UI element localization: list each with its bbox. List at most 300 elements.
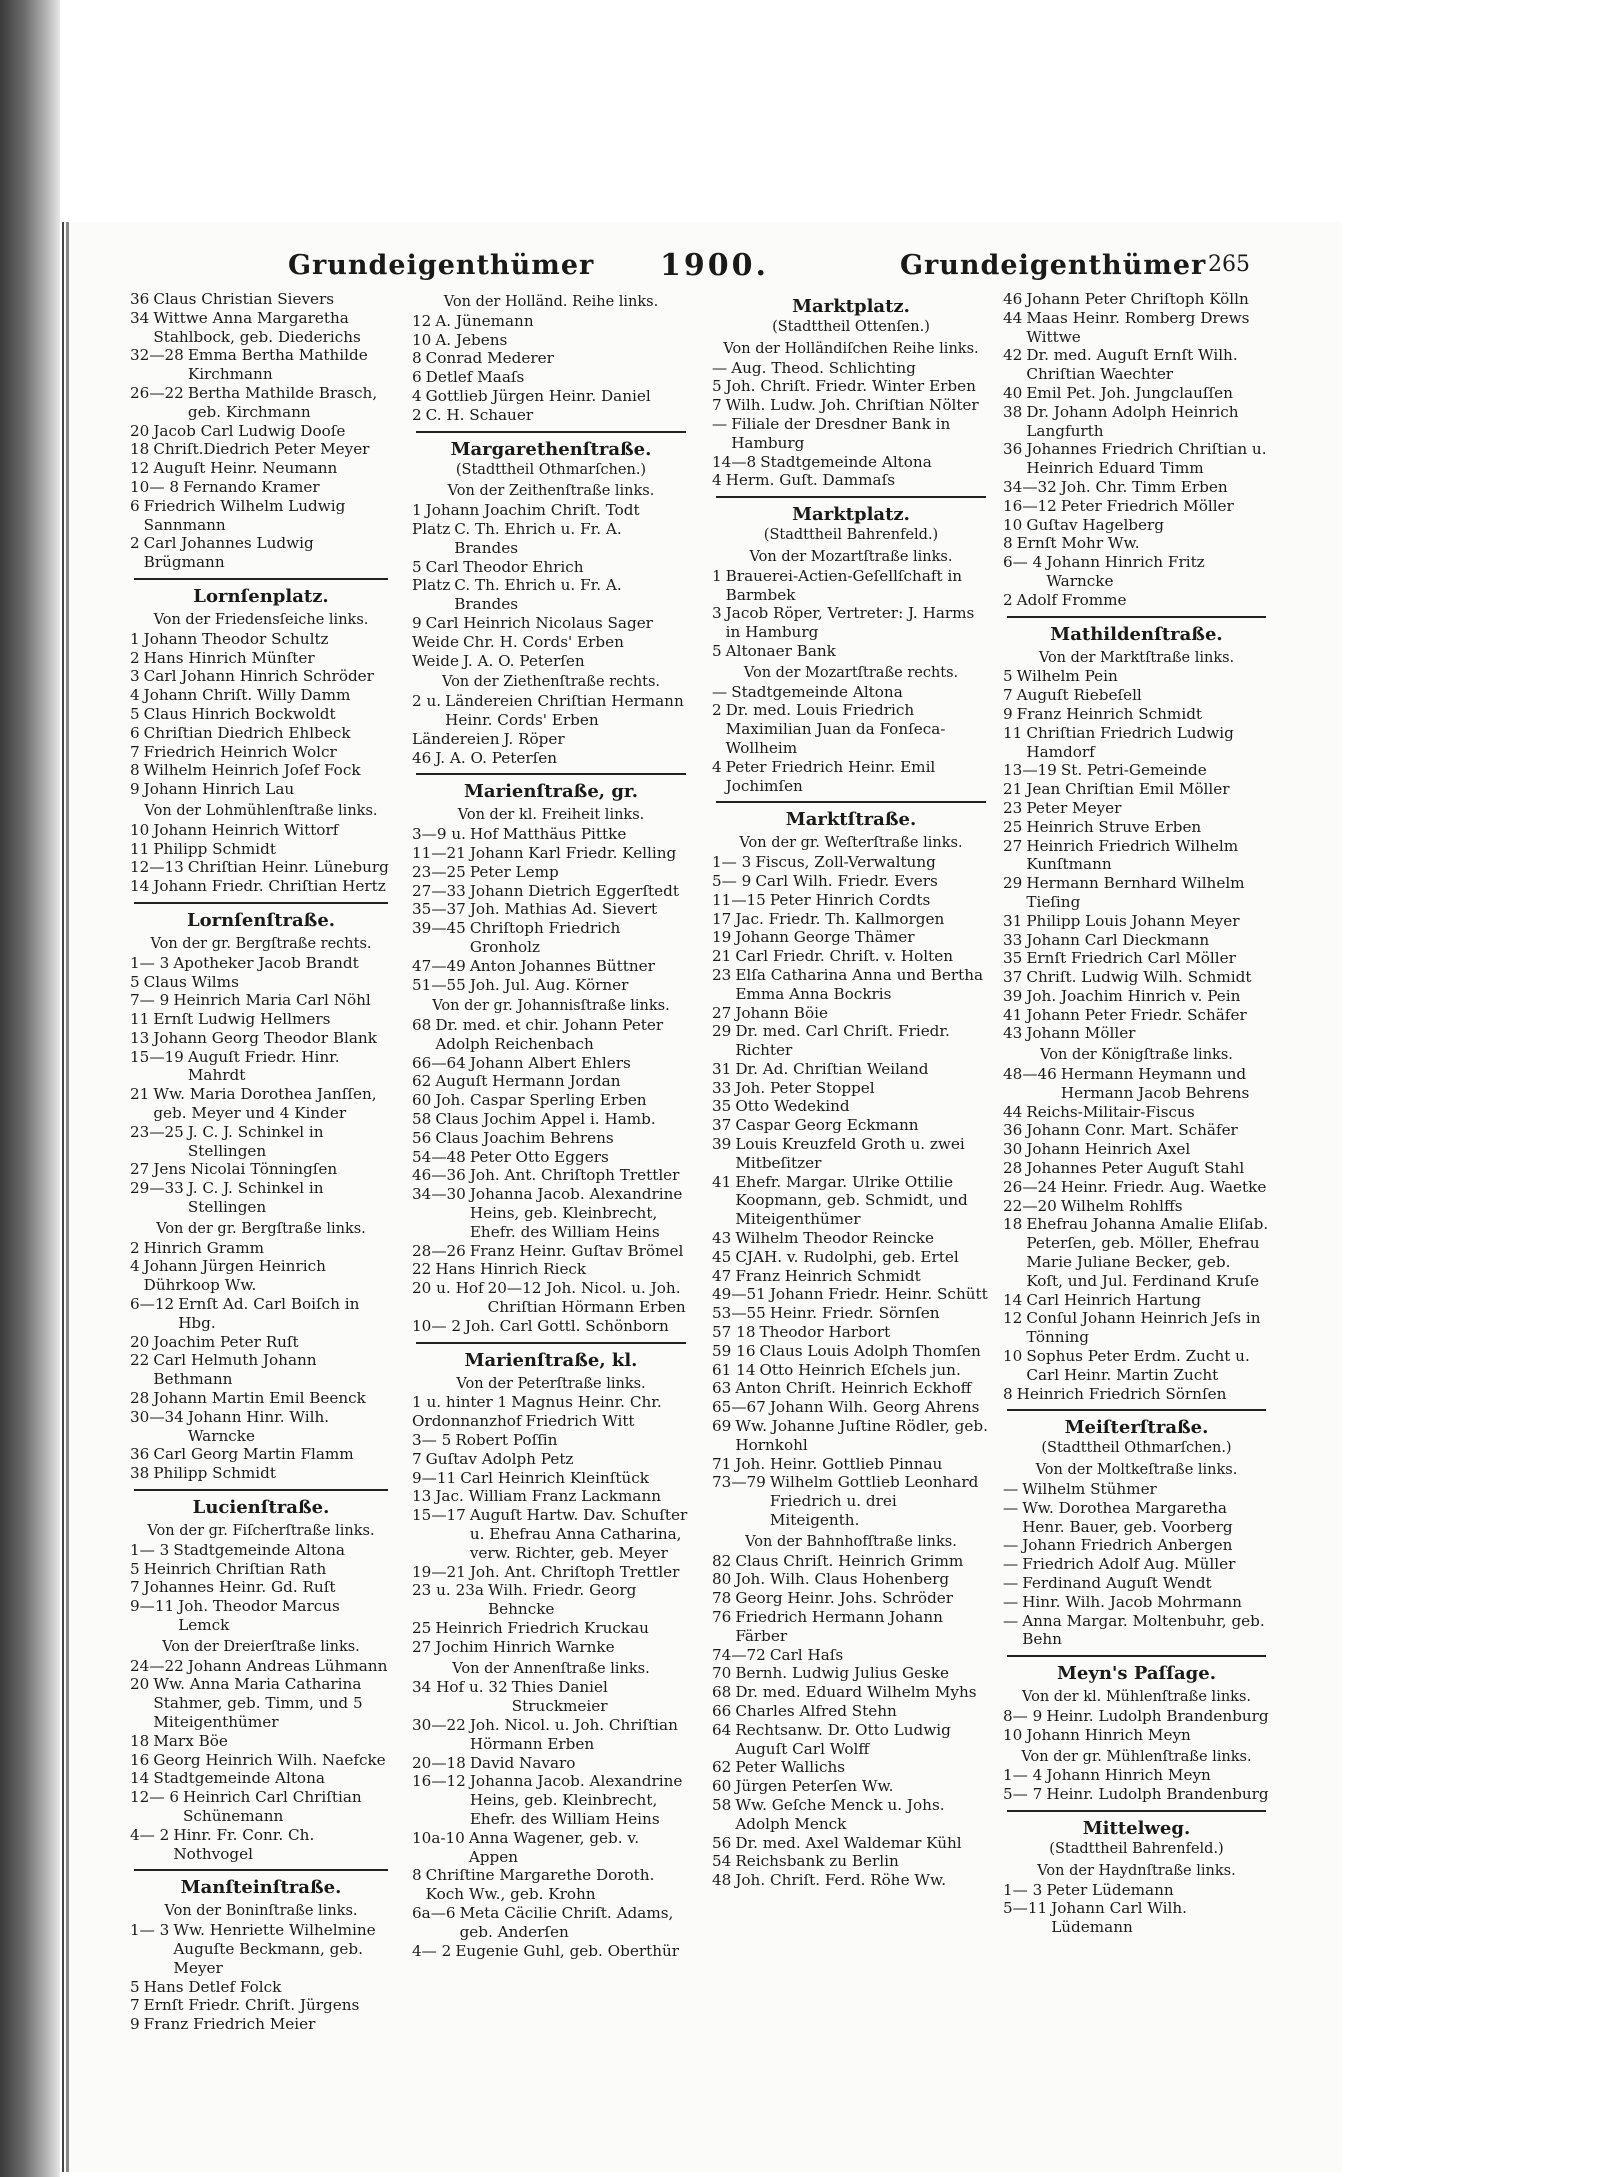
house-number: 10: [412, 330, 432, 349]
owner-entry: [412, 844, 690, 863]
owner-entry: [130, 497, 392, 535]
house-number: 2: [130, 1238, 140, 1257]
house-number: 2 u.: [412, 692, 442, 711]
house-number: Weide: [412, 651, 459, 670]
owner-entry: [712, 1721, 990, 1759]
owner-name: Franz Heinr. Guſtav Brömel: [469, 1241, 684, 1260]
owner-entry: [130, 973, 392, 992]
owner-name: Johann Hinrich Lau: [143, 780, 295, 799]
owner-entry: [130, 686, 392, 705]
owner-name: Theodor Harbort: [759, 1323, 891, 1342]
house-number: 44: [1003, 1102, 1023, 1121]
owner-name: Joh. Joachim Hinrich v. Pein: [1026, 986, 1241, 1005]
house-number: 28: [130, 1389, 150, 1408]
owner-entry: [1003, 1024, 1270, 1043]
owner-entry: [130, 346, 392, 384]
owner-entry: [130, 1464, 392, 1483]
owner-name: Friedrich Wilhelm Ludwig Sannmann: [143, 496, 346, 534]
owner-entry: [1003, 1707, 1270, 1726]
owner-name: Jürgen Peterſen Ww.: [735, 1777, 894, 1796]
direction-note: Von der Holländ. Reihe links.: [443, 294, 659, 310]
owner-name: Anton Chriſt. Heinrich Eckhoff: [735, 1379, 972, 1398]
direction-note: Von der gr. Mühlenſtraße links.: [1021, 1748, 1252, 1765]
owner-entry: [412, 652, 690, 671]
direction-note: Von der kl. Mühlenſtraße links.: [1021, 1689, 1252, 1706]
owner-entry: [712, 1608, 990, 1646]
owner-name: Johann Heinrich Wittorf: [153, 820, 339, 839]
owner-entry: [712, 1834, 990, 1853]
owner-name: Dr. med. Carl Chriſt. Friedr. Richter: [735, 1022, 950, 1060]
owner-entry: [412, 882, 690, 901]
house-number: 66—64: [412, 1053, 466, 1072]
owner-entry: [712, 471, 990, 490]
house-number: 22: [412, 1260, 432, 1279]
owner-name: A. Jünemann: [435, 311, 534, 330]
owner-entry: [712, 415, 990, 453]
owner-entry: [1003, 912, 1270, 931]
owner-entry: [130, 534, 392, 572]
owner-name: Ww. Henriette Wilhelmine Auguſte Beckmann, geb. Meyer: [173, 1921, 376, 1977]
house-number: 23: [712, 965, 732, 984]
owner-name: Johann Andreas Lühmann: [187, 1656, 388, 1675]
house-number: 2: [1003, 590, 1013, 609]
owner-entry: [412, 1638, 690, 1657]
house-number: 12—13: [130, 858, 184, 877]
owner-entry: [412, 919, 690, 957]
house-number: 8: [1003, 534, 1013, 553]
owner-name: C. Th. Ehrich u. Fr. A. Brandes: [454, 519, 622, 557]
house-number: 61 14: [712, 1360, 756, 1379]
owner-entry: [130, 1578, 392, 1597]
owner-name: Guſtav Adolph Petz: [425, 1449, 574, 1468]
owner-name: Peter Friedrich Heinr. Emil Jochimſen: [725, 757, 936, 795]
owner-entry: [712, 910, 990, 929]
owner-entry: [1003, 1899, 1270, 1937]
owner-entry: [412, 349, 690, 368]
owner-entry: [130, 1675, 392, 1731]
house-number: 12: [130, 459, 150, 478]
owner-entry: [412, 825, 690, 844]
owner-entry: [412, 957, 690, 976]
owner-name: Claus Hinrich Bockwoldt: [143, 704, 336, 723]
house-number: 6—12: [130, 1295, 175, 1314]
house-number: 46: [1003, 290, 1023, 308]
owner-name: Chriſtine Margarethe Doroth. Koch Ww., geb. Krohn: [425, 1866, 655, 1904]
owner-entry: [1003, 290, 1270, 309]
house-number: 33: [712, 1078, 732, 1097]
house-number: 15—17: [412, 1506, 466, 1525]
owner-name: David Navaro: [469, 1753, 576, 1772]
street-heading: Marienſtraße, gr.: [412, 773, 690, 803]
owner-name: Auguſt Riebeſell: [1016, 686, 1142, 705]
owner-name: Heinrich Chriſtian Rath: [143, 1559, 327, 1578]
house-number: 6: [130, 496, 140, 515]
owner-entry: [712, 928, 990, 947]
owner-entry: [130, 1732, 392, 1751]
direction-note: Von der Königſtraße links.: [1040, 1047, 1233, 1064]
owner-entry: [1003, 705, 1270, 724]
house-number: 19: [712, 928, 732, 947]
house-number: 18: [130, 440, 150, 459]
owner-entry: [130, 1408, 392, 1446]
house-number: 11—21: [412, 843, 466, 862]
street-heading: Meiſterſtraße.: [1003, 1409, 1270, 1439]
house-number: 54—48: [412, 1147, 466, 1166]
house-number: 57 18: [712, 1323, 756, 1342]
owner-entry: [412, 1393, 690, 1412]
house-number: 5: [130, 1559, 140, 1578]
house-number: 1 u. hinter 1: [412, 1393, 508, 1412]
owner-entry: [1003, 780, 1270, 799]
house-number: 18: [1003, 1215, 1023, 1234]
owner-name: Carl Heinrich Nicolaus Sager: [425, 613, 653, 632]
owner-entry: [1003, 1766, 1270, 1785]
owner-name: Peter Lüdemann: [1046, 1880, 1174, 1899]
owner-entry: [1003, 799, 1270, 818]
owner-name: Johann Jürgen Heinrich Dührkoop Ww.: [143, 1257, 326, 1295]
owner-entry: [130, 1826, 392, 1864]
direction-note: Von der Friedensſeiche links.: [153, 611, 369, 628]
owner-name: Johann Friedr. Chriſtian Hertz: [153, 877, 386, 896]
owner-name: Marx Böe: [153, 1731, 228, 1750]
owner-name: Johannes Friedrich Chriſtian u. Heinrich Eduard Timm: [1026, 440, 1267, 478]
street-heading: Marktplatz.: [792, 296, 910, 317]
owner-entry: [1003, 591, 1270, 610]
house-number: 10: [1003, 515, 1023, 534]
owner-name: Friedrich Heinrich Wolcr: [143, 742, 337, 761]
owner-entry: [130, 780, 392, 799]
owner-entry: [1003, 1499, 1270, 1537]
owner-entry: [1003, 1536, 1270, 1555]
house-number: 16—12: [1003, 496, 1057, 515]
owner-entry: [712, 396, 990, 415]
owner-entry: [1003, 1140, 1270, 1159]
owner-entry: [130, 761, 392, 780]
house-number: 3: [130, 667, 140, 686]
owner-name: Dr. Ad. Chriſtian Weiland: [735, 1059, 929, 1078]
owner-entry: [1003, 497, 1270, 516]
owner-name: Joh. Jul. Aug. Körner: [469, 975, 629, 994]
house-number: 32—28: [130, 346, 184, 365]
direction-note: Von der Haydnſtraße links.: [1037, 1862, 1236, 1879]
owner-entry: [1003, 1291, 1270, 1310]
house-number: 10: [130, 820, 150, 839]
owner-name: Jacob Carl Ludwig Dooſe: [153, 421, 346, 440]
house-number: —: [1003, 1536, 1019, 1555]
owner-entry: [412, 1242, 690, 1261]
house-number: 5: [712, 377, 722, 396]
owner-entry: [712, 1777, 990, 1796]
house-number: 8: [412, 1866, 422, 1885]
house-number: 60: [712, 1777, 732, 1796]
owner-entry: [1003, 478, 1270, 497]
owner-entry: [130, 1751, 392, 1770]
house-number: 9: [130, 780, 140, 799]
owner-name: Peter Hinrich Cordts: [769, 890, 931, 909]
owner-name: Friedrich Adolf Aug. Müller: [1022, 1555, 1236, 1574]
owner-name: Hinr. Fr. Conr. Ch. Nothvogel: [173, 1825, 315, 1863]
house-number: 4— 2: [130, 1825, 170, 1844]
owner-name: Carl Heinrich Hartung: [1026, 1290, 1201, 1309]
owner-entry: [130, 858, 392, 877]
house-number: 12: [1003, 1309, 1023, 1328]
owner-name: Carl Johann Hinrich Schröder: [143, 667, 374, 686]
owner-name: Charles Alfred Stehn: [735, 1701, 897, 1720]
owner-entry: [412, 1260, 690, 1279]
house-number: 59 16: [712, 1341, 756, 1360]
owner-name: Chriſt.Diedrich Peter Meyer: [153, 440, 370, 459]
owner-entry: [412, 501, 690, 520]
owner-entry: [130, 1541, 392, 1560]
owner-entry: [712, 966, 990, 1004]
house-number: 7— 9: [130, 991, 170, 1010]
house-number: 11: [130, 839, 150, 858]
owner-name: Heinr. Friedr. Sörnſen: [769, 1304, 940, 1323]
owner-name: Johanna Jacob. Alexandrine Heins, geb. Kleinbrecht, Ehefr. des William Heins: [469, 1772, 683, 1828]
owner-name: Carl Wilh. Friedr. Evers: [755, 871, 938, 890]
owner-entry: [712, 1135, 990, 1173]
owner-entry: [412, 1148, 690, 1167]
owner-entry: [412, 1469, 690, 1488]
house-number: 8— 9: [1003, 1706, 1043, 1725]
owner-entry: [412, 576, 690, 614]
house-number: —: [1003, 1592, 1019, 1611]
owner-entry: [130, 821, 392, 840]
owner-entry: [712, 1646, 990, 1665]
house-number: 6: [130, 723, 140, 742]
owner-name: Philipp Louis Johann Meyer: [1026, 911, 1240, 930]
owner-name: Otto Heinrich Eſchels jun.: [759, 1360, 961, 1379]
owner-name: Dr. med. Axel Waldemar Kühl: [735, 1833, 962, 1852]
owner-name: Claus Joachim Behrens: [435, 1128, 614, 1147]
owner-entry: [412, 730, 690, 749]
house-number: 9—11: [130, 1597, 175, 1616]
direction-note: Von der kl. Freiheit links.: [457, 807, 645, 824]
owner-entry: [130, 1010, 392, 1029]
owner-entry: [130, 743, 392, 762]
owner-name: Hinr. Wilh. Jacob Mohrmann: [1022, 1592, 1242, 1611]
owner-entry: [712, 1079, 990, 1098]
owner-name: Ernſt Ludwig Hellmers: [153, 1010, 331, 1029]
owner-name: Peter Meyer: [1026, 798, 1122, 817]
house-number: 39: [712, 1135, 732, 1154]
house-number: 8: [130, 761, 140, 780]
owner-name: Wilhelm Stühmer: [1022, 1480, 1157, 1499]
house-number: 5: [712, 641, 722, 660]
house-number: 23: [1003, 798, 1023, 817]
owner-name: Caspar Georg Eckmann: [735, 1116, 919, 1135]
house-number: 5: [130, 972, 140, 991]
house-number: 53—55: [712, 1304, 766, 1323]
owner-entry: [130, 724, 392, 743]
owner-entry: [712, 1570, 990, 1589]
direction-note: Von der Boninſtraße links.: [164, 1903, 358, 1920]
house-number: 73—79: [712, 1473, 766, 1492]
direction-note: Von der gr. Bergſtraße links.: [156, 1220, 366, 1237]
owner-name: Dr. med. et chir. Johann Peter Adolph Reichenbach: [435, 1016, 664, 1053]
direction-note: Von der gr. Bergſtraße rechts.: [150, 935, 372, 952]
owner-name: Detlef Maaſs: [425, 368, 525, 387]
owner-entry: [1003, 968, 1270, 987]
direction-note: Von der gr. Fiſcherſtraße links.: [147, 1523, 375, 1540]
house-number: 9: [412, 613, 422, 632]
owner-name: Fiscus, Zoll-Verwaltung: [755, 853, 936, 872]
house-number: 37: [1003, 968, 1023, 987]
owner-name: Herm. Guſt. Dammaſs: [725, 471, 896, 490]
house-number: 48: [712, 1871, 732, 1890]
owner-entry: [130, 422, 392, 441]
house-number: 23 u. 23a: [412, 1581, 484, 1600]
house-number: 35—37: [412, 900, 466, 919]
owner-name: Johann Dietrich Eggerſtedt: [469, 881, 679, 900]
owner-entry: [1003, 1309, 1270, 1347]
house-number: 11: [130, 1010, 150, 1029]
owner-entry: [712, 1060, 990, 1079]
owner-name: Anna Margar. Moltenbuhr, geb. Behn: [1022, 1611, 1265, 1649]
owner-entry: [712, 872, 990, 891]
house-number: 30—34: [130, 1407, 184, 1426]
owner-entry: [412, 1716, 690, 1754]
owner-entry: [130, 877, 392, 896]
owner-name: Stadtgemeinde Altona: [731, 682, 903, 701]
owner-name: Chriſtian Heinr. Lüneburg: [187, 858, 389, 877]
owner-entry: [712, 1473, 990, 1529]
house-number: 4: [130, 1257, 140, 1276]
owner-entry: [412, 558, 690, 577]
house-number: 4: [412, 386, 422, 405]
street-heading: Lucienſtraße.: [130, 1489, 392, 1519]
house-number: 28—26: [412, 1241, 466, 1260]
owner-name: Conſul Johann Heinrich Jeſs in Tönning: [1026, 1309, 1261, 1347]
house-number: 11—15: [712, 890, 766, 909]
owner-name: Dr. med. Louis Friedrich Maximilian Juan da Fonſeca-Wollheim: [725, 701, 946, 757]
owner-name: Chriſtian Diedrich Ehlbeck: [143, 723, 351, 742]
house-number: 64: [712, 1720, 732, 1739]
owner-entry: [130, 309, 392, 347]
owner-name: Stadtgemeinde Altona: [153, 1769, 325, 1788]
owner-entry: [412, 1942, 690, 1961]
directory-column-2: [412, 290, 690, 1960]
owner-name: Johann Georg Theodor Blank: [153, 1028, 377, 1047]
house-number: 29—33: [130, 1179, 184, 1198]
owner-name: Sophus Peter Erdm. Zucht u. Carl Heinr. Martin Zucht: [1026, 1347, 1250, 1384]
page-gutter-line: [66, 222, 69, 2172]
owner-entry: [412, 1016, 690, 1054]
owner-entry: [712, 1097, 990, 1116]
owner-entry: [412, 1563, 690, 1582]
owner-name: C. H. Schauer: [425, 405, 534, 424]
owner-entry: [412, 1506, 690, 1562]
house-number: 70: [712, 1664, 732, 1683]
owner-entry: [130, 1295, 392, 1333]
house-number: 1: [130, 629, 140, 648]
owner-entry: [1003, 667, 1270, 686]
owner-name: Claus Wilms: [143, 972, 239, 991]
owner-name: Ww. Johanne Juſtine Rödler, geb. Hornkohl: [735, 1417, 988, 1454]
house-number: 13: [130, 1028, 150, 1047]
owner-name: Joh. Peter Stoppel: [735, 1078, 875, 1097]
owner-name: Carl Theodor Ehrich: [425, 557, 584, 576]
owner-name: Johannes Heinr. Gd. Ruſt: [143, 1578, 336, 1597]
owner-name: Hof Matthäus Pittke: [469, 825, 627, 844]
owner-entry: [130, 667, 392, 686]
street-heading: Marktplatz.: [712, 496, 990, 526]
house-number: 58: [412, 1110, 432, 1129]
owner-entry: [412, 1772, 690, 1828]
owner-name: Eugenie Guhl, geb. Oberthür: [455, 1941, 680, 1960]
owner-entry: [1003, 1121, 1270, 1140]
owner-entry: [412, 1166, 690, 1185]
house-number: 68: [412, 1016, 432, 1035]
house-number: 38: [1003, 402, 1023, 421]
owner-name: Johann Böie: [735, 1003, 828, 1022]
owner-name: Johann Friedrich Anbergen: [1022, 1536, 1233, 1555]
house-number: 30—22: [412, 1715, 466, 1734]
house-number: 3— 5: [412, 1431, 452, 1450]
owner-name: Anton Johannes Büttner: [469, 956, 655, 975]
owner-entry: [412, 1829, 690, 1867]
page-header: [128, 250, 1270, 290]
owner-name: Georg Heinrich Wilh. Naefcke: [153, 1750, 386, 1769]
house-number: 71: [712, 1454, 732, 1473]
house-number: 20: [130, 1332, 150, 1351]
house-number: 20—18: [412, 1753, 466, 1772]
owner-entry: [1003, 534, 1270, 553]
house-number: 2: [130, 648, 140, 667]
owner-name: Johann Friedr. Heinr. Schütt: [769, 1285, 988, 1304]
house-number: 6— 4: [1003, 553, 1043, 572]
owner-name: Joh. Wilh. Claus Hohenberg: [735, 1570, 950, 1589]
owner-name: Hermann Bernhard Wilhelm Tieſing: [1026, 874, 1245, 911]
house-number: 1— 3: [712, 853, 752, 872]
owner-name: Claus Jochim Appel i. Hamb.: [435, 1110, 656, 1129]
owner-entry: [412, 387, 690, 406]
house-number: 34—30: [412, 1185, 466, 1204]
house-number: 68: [712, 1683, 732, 1702]
house-number: 46: [412, 748, 432, 767]
direction-note: Von der Dreierſtraße links.: [162, 1638, 360, 1655]
owner-entry: [1003, 1159, 1270, 1178]
owner-name: Claus Louis Adolph Thomſen: [759, 1341, 981, 1360]
owner-name: Jacob Röper, Vertreter: J. Harms in Hamburg: [725, 604, 975, 642]
house-number: 7: [130, 742, 140, 761]
owner-name: Bertha Mathilde Brasch, geb. Kirchmann: [187, 383, 378, 421]
owner-name: Johann Carl Dieckmann: [1026, 930, 1210, 949]
house-number: 14: [130, 877, 150, 896]
owner-name: Fernando Kramer: [183, 477, 320, 496]
owner-entry: [130, 1389, 392, 1408]
owner-entry: [712, 1173, 990, 1229]
house-number: 20: [130, 1675, 150, 1694]
owner-entry: [1003, 987, 1270, 1006]
owner-name: Philipp Schmidt: [153, 1464, 276, 1483]
owner-entry: [1003, 1480, 1270, 1499]
owner-entry: [712, 1379, 990, 1398]
house-number: 34 Hof u. 32: [412, 1678, 508, 1697]
owner-entry: [412, 692, 690, 730]
owner-name: Dr. Johann Adolph Heinrich Langfurth: [1026, 402, 1239, 440]
house-number: 23—25: [412, 862, 466, 881]
house-number: 27—33: [412, 881, 466, 900]
owner-name: Meta Cäcilie Chriſt. Adams, geb. Anderſen: [459, 1903, 674, 1941]
owner-name: Dr. med. Eduard Wilhelm Myhs: [735, 1683, 977, 1702]
owner-name: Conrad Mederer: [425, 349, 554, 368]
owner-name: Claus Chriſt. Heinrich Grimm: [735, 1551, 964, 1570]
house-number: 27: [412, 1637, 432, 1656]
owner-entry: [1003, 1197, 1270, 1216]
house-number: 47: [712, 1266, 732, 1285]
owner-entry: [412, 1054, 690, 1073]
